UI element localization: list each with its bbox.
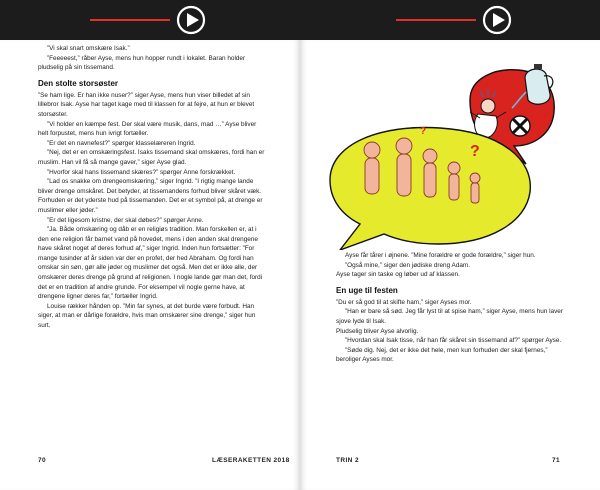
paragraph: Louise rækker hånden op. ”Min far synes, at det burde være forbudt. Han siger, at man er dårlige forældre, hvis man omskærer sine drenge,” siger hun surt. <box>38 302 256 330</box>
paragraph: ”Han er bare så sød. Jeg får lyst til at spise ham,” siger Ayse, mens hun laver sjove lyde til Isak. <box>336 308 563 325</box>
paragraph: ”Du er så god til at skifte ham,” siger Ayses mor. <box>336 298 472 306</box>
paragraph: ”Lad os snakke om drengeomskæring,” siger Ingrid. ”I rigtig mange lande bliver drenge omskåret. Det betyder, at tissemandens forhud bliver skåret væk. Forhuden er det yderste hud på tissemanden. Det er et symbol på, at drenge er muslimer eller jøder.” <box>38 178 263 214</box>
play-circle-icon[interactable] <box>176 5 206 35</box>
paragraph: ”Hvorfor skal hans tissemand skæres?” spørger Anne forskrækket. <box>47 168 236 176</box>
paragraph: Pludselig bliver Ayse alvorlig. <box>336 327 419 335</box>
paragraph: ”Hvordan skal Isak tisse, når han får skåret sin tissemand af?” spørger Ayse. <box>345 337 562 345</box>
paragraph: Ayse tager sin taske og løber ud af klassen. <box>336 271 460 279</box>
audio-toolbar <box>0 0 600 40</box>
left-intro-paragraphs <box>38 44 266 73</box>
paragraph: ”Er det en navnefest?” spørger klasselæreren Ingrid. <box>47 139 196 147</box>
question-mark-icon: ? <box>470 143 480 160</box>
footer-level: TRIN 2 <box>336 457 359 464</box>
paragraph: ”Vi holder en kæmpe fest. Der skal være musik, dans, mad …” Ayse bliver helt forpustet, mens hun ivrigt fortæller. <box>38 120 257 138</box>
section-heading-left: Den stolte storsøster <box>38 78 119 88</box>
paragraph: ”Se ham lige. Er han ikke nuser?” siger Ayse, mens hun viser billedet af sin lillebror Isak. Ayse har taget kage med til klassen for at fejre, at hun er blevet storsøster. <box>38 91 255 118</box>
right-page-text <box>336 251 564 365</box>
paragraph: Ayse får tårer i øjnene. ”Mine forældre er gode forældre,” siger hun. <box>345 252 536 259</box>
audio-progress-track-right[interactable] <box>396 19 476 21</box>
right-intro-paragraphs <box>336 251 564 280</box>
paragraph: ”Vi skal snart omskære Isak.” <box>47 45 130 52</box>
paragraph: ”Også mine,” siger den jødiske dreng Adam. <box>345 261 471 269</box>
page-number-right: 71 <box>552 457 561 464</box>
paragraph: ”Feeeeest,” råber Ayse, mens hun hopper rundt i lokalet. Baran holder pludselig på sin tissemand. <box>38 54 246 72</box>
audio-progress-track-left[interactable] <box>90 19 170 21</box>
circumcision-illustration <box>320 60 580 250</box>
paragraph: ”Ja. Både omskæring og dåb er en religiøs tradition. Man forskellen er, at i den ene religion får barnet vand på hovedet, mens i den anden skal drengene have skåret noget af deres forhud af,” siger Ingrid. Inden hun fortsætter: ”For mange tusinder af år siden var der en profet, der hed Abraham. Og fordi han omskar sin søn, gør alle jøder og muslimer det også. Men det er ikke alle, der omskærer deres drenge på grund af religionen. I nogle lande gør man det, fordi det er en tradition af andre grunde. For eksempel vil nogle gerne have, at drengene ligner deres far,” fortæller Ingrid. <box>38 226 263 301</box>
right-body-paragraphs <box>336 298 564 365</box>
left-body-paragraphs <box>38 91 266 331</box>
audio-player-left <box>90 3 210 37</box>
play-circle-icon[interactable] <box>482 5 512 35</box>
audio-player-right <box>396 3 516 37</box>
paragraph: ”Nej, det er en omskæringsfest. Isaks tissemand skal omskæres, fordi han er muslim. Han vil få så mange gaver,” siger Ayse glad. <box>38 149 265 166</box>
left-page-text <box>38 44 266 331</box>
paragraph: ”Er det ligesom kristne, der skal døbes?” spørger Anne. <box>47 216 204 224</box>
question-mark-icon: ? <box>420 126 427 137</box>
footer-book-title: LÆSERAKETTEN 2018 <box>212 457 290 464</box>
page-number-left: 70 <box>38 457 47 464</box>
section-heading-right: En uge til festen <box>336 285 398 295</box>
no-scissors-icon <box>510 116 530 136</box>
paragraph: ”Søde dig. Nej, det er ikke det hele, men kun forhuden der skal fjernes,” beroliger Ayses mor. <box>336 346 548 364</box>
